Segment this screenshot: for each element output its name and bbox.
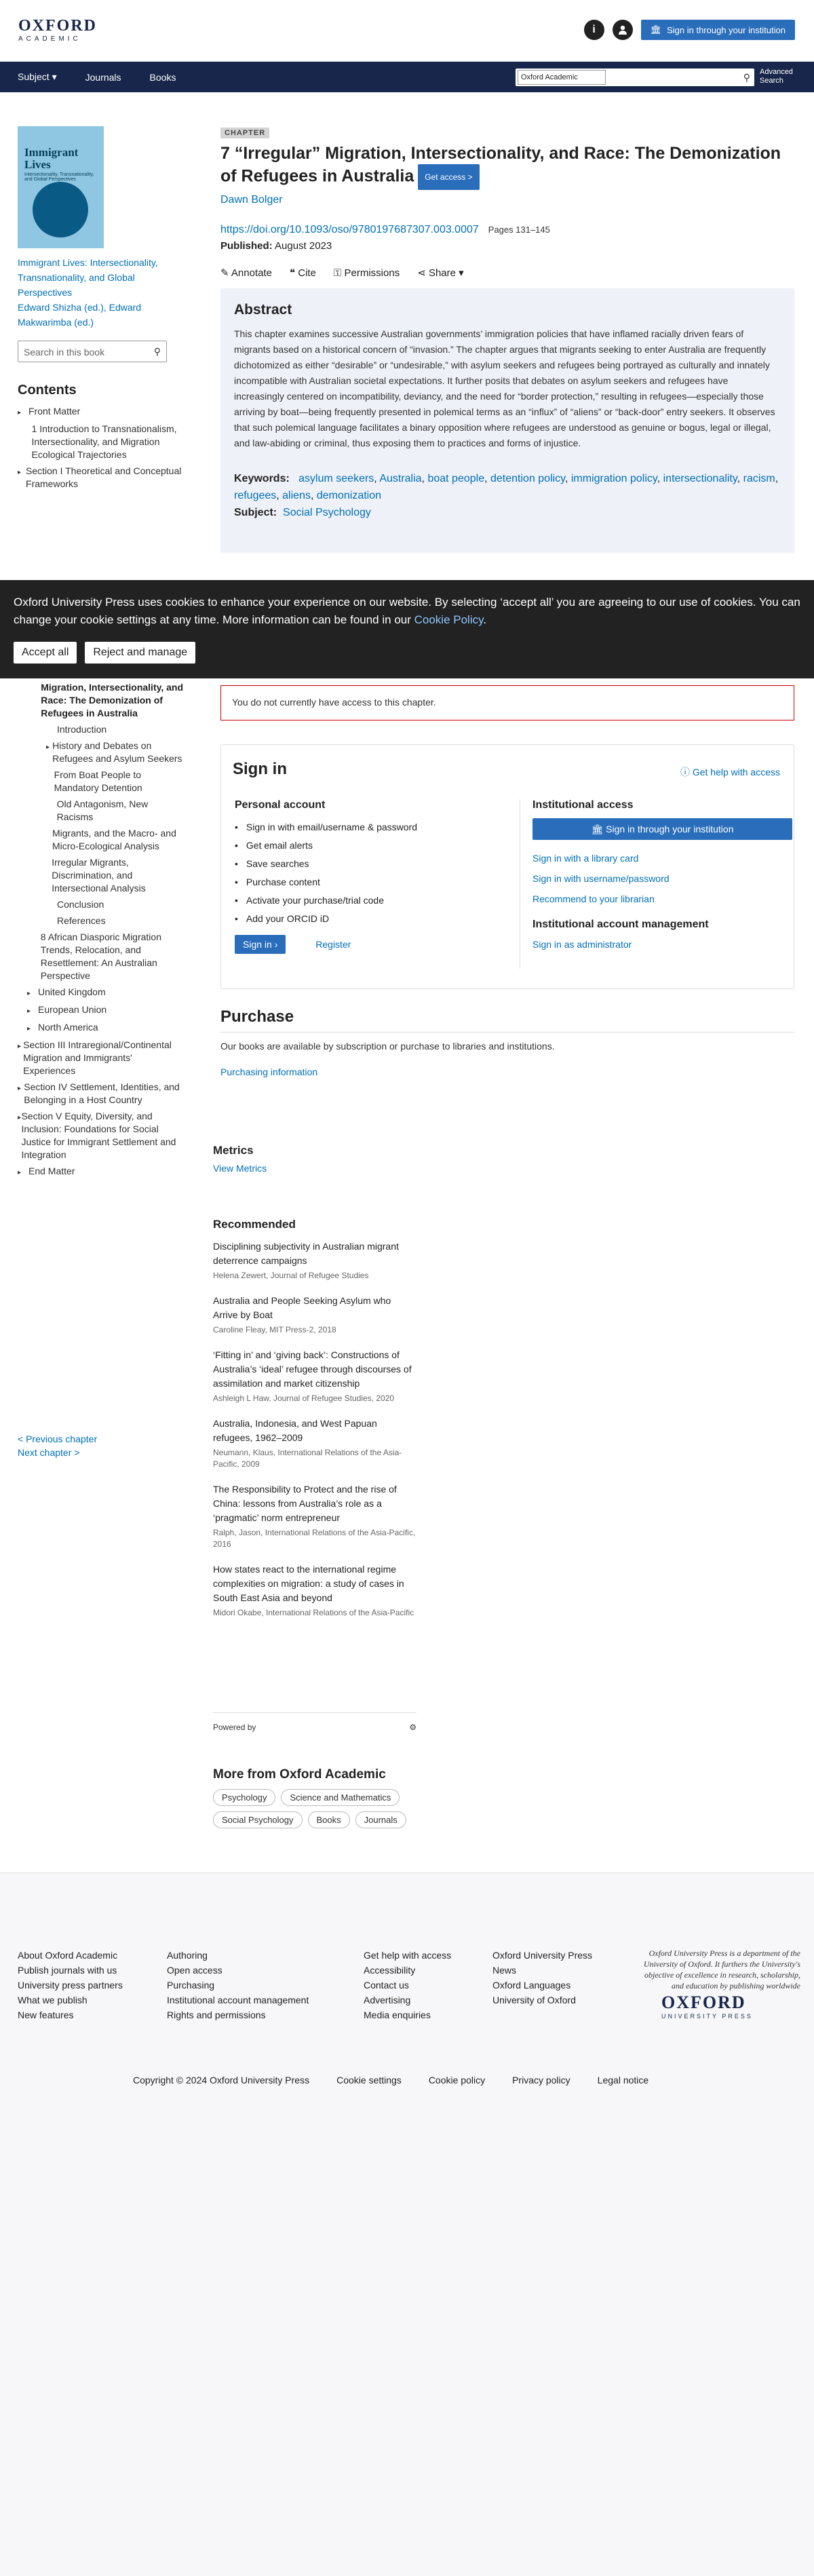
admin-signin-link[interactable]: Sign in as administrator [532,939,632,950]
info-icon[interactable]: i [584,20,604,40]
toc-item[interactable] [18,739,184,765]
keyword-link[interactable]: demonization [316,490,382,501]
footer-bottom-link[interactable]: Cookie policy [428,2075,486,2085]
recommended-item[interactable] [213,1482,416,1550]
abstract-heading: Abstract [234,302,292,318]
recommended-title[interactable]: The Responsibility to Protect and the rise of China: lessons from Australia’s role as a ‘pragmatic’ norm entrepreneur [213,1484,397,1523]
toc-item-label[interactable]: North America [38,1022,98,1033]
pencil-icon: ✎ [220,267,229,279]
recommended-item[interactable] [213,1417,416,1470]
chevron-right-icon: ▸ [27,1025,31,1033]
toc-item[interactable] [18,1081,184,1107]
purchase-heading: Purchase [220,1007,794,1033]
annotate-button[interactable]: ✎ Annotate [220,267,272,279]
nav-subject[interactable]: Subject ▾ [18,71,57,82]
keyword-link[interactable]: intersectionality [663,473,737,484]
toc-item-label[interactable]: Migrants, and the Macro- and Micro-Ecological Analysis [52,828,176,851]
toc-item-label[interactable]: Conclusion [57,899,104,910]
register-link[interactable]: Register [315,939,351,950]
site-search [516,69,754,86]
toc-item-label[interactable]: European Union [38,1004,107,1015]
toc-item[interactable] [18,1003,184,1018]
toc-spacer [46,723,57,736]
metrics-section [213,1144,267,1174]
toc-item-label[interactable]: Section I Theoretical and Conceptual Frameworks [26,465,182,489]
key-icon: ⚿ [333,267,342,279]
metrics-heading: Metrics [213,1144,254,1157]
benefit-item: • Purchase content [235,873,506,891]
recommended-source: Ralph, Jason, International Relations of the Asia-Pacific, 2016 [213,1528,416,1549]
more-from-section [213,1767,416,1828]
chevron-right-icon: › [274,939,278,950]
toc-item-label[interactable]: History and Debates on Refugees and Asylum Seekers [52,740,182,764]
toc-item-label[interactable]: From Boat People to Mandatory Detention [54,769,142,793]
footer-bottom-link[interactable]: Privacy policy [512,2075,570,2085]
top-header [0,0,814,62]
search-icon[interactable]: ⚲ [743,72,750,83]
toc-item[interactable] [18,465,184,491]
info-icon: ⓘ [680,767,690,777]
page-range: Pages 131–145 [488,225,550,235]
abstract-section [220,288,794,553]
personal-account-heading: Personal account [235,799,326,811]
abstract-text: This chapter examines successive Australian governments’ immigration policies that have inflamed racially driven fears of migrants based on a historical concern of “invasion.” The chapter argues that migrants seeking to enter Australia are frequently dichotomized as either “desirable” or “undesirable,” with asylum seekers and refugees being portrayed as culturally and innately incompatible with Australian societal expectations. It further posits that debates on asylum seekers and refugees have increasingly centered on incompatibility, deviancy, and the need for “border protection,” resulting in refugees—especially those arriving by boat—being frequently presented in polemical terms as an “influx” of “aliens” or “back-door” entry seekers. It observes that such polemical language facilitates a binary opposition where refugees are understood as genuine or bogus, legal or illegal, and law-abiding or criminal, thus exposing them to practices and forms of injustice. [234,328,775,448]
footer-link[interactable]: University of Oxford [492,1995,576,2005]
recommended-item[interactable] [213,1348,416,1404]
footer-link[interactable]: Contact us [364,1980,409,1991]
toc-item[interactable] [18,798,184,824]
subject-link[interactable]: Social Psychology [283,507,371,518]
toc-item-label[interactable]: End Matter [28,1166,75,1176]
toc-item[interactable] [18,405,184,419]
footer-link[interactable]: Media enquiries [364,2010,431,2020]
toc-spacer [46,856,52,895]
powered-by: Powered by ⚙ [213,1712,416,1732]
search-in-book-input[interactable]: Search in this book ⚲ [18,341,167,362]
doi-link[interactable]: https://doi.org/10.1093/oso/9780197687307.003.0007 [220,224,479,235]
editors-link[interactable]: Edward Shizha (ed.), Edward Makwarimba (ed.) [18,302,142,328]
keyword-link[interactable]: asylum seekers [298,473,374,484]
main-nav [0,62,814,92]
copyright-text: Copyright © 2024 Oxford University Press [133,2075,310,2085]
recommended-source: Neumann, Klaus, International Relations of the Asia-Pacific, 2009 [213,1448,402,1469]
toc-item-label[interactable]: Front Matter [28,406,81,417]
chevron-right-icon: ▸ [18,409,22,417]
toc-item-label[interactable]: United Kingdom [38,986,106,997]
recommended-title[interactable]: How states react to the international regime complexities on migration: a study of cases in South East Asia and beyond [213,1564,404,1603]
benefit-item: • Save searches [235,855,506,873]
signin-institution-button[interactable]: 🏛 Sign in through your institution [532,818,792,840]
toc-item[interactable] [18,1039,184,1077]
benefit-item: • Add your ORCID iD [235,910,506,928]
footer-link[interactable]: Open access [167,1965,222,1976]
reject-manage-button[interactable]: Reject and manage [85,642,195,664]
toc-item[interactable] [18,856,184,895]
footer-link[interactable]: About Oxford Academic [18,1950,118,1961]
toc-item[interactable] [18,423,184,461]
book-title-link[interactable]: Immigrant Lives: Intersectionality, Transnationality, and Global Perspectives [18,257,158,298]
footer-link[interactable]: Oxford University Press [492,1950,593,1961]
keyword-link[interactable]: aliens [282,490,311,501]
subject-tag[interactable]: Books [308,1811,350,1828]
account-icon[interactable] [613,20,633,40]
institution-icon: 🏛 [591,823,606,834]
toc-item-label[interactable]: Old Antagonism, New Racisms [56,799,149,822]
signin-button[interactable]: Sign in › [235,935,286,954]
toc-item[interactable] [18,681,184,720]
subject: Subject: Social Psychology [234,507,371,518]
footer-link[interactable]: Institutional account management [167,1995,309,2005]
toc-item[interactable] [18,986,184,1000]
recommended-item[interactable] [213,1239,416,1282]
benefit-item: • Activate your purchase/trial code [235,891,506,910]
footer-link[interactable]: New features [18,2010,74,2020]
chevron-right-icon: ▸ [27,990,31,997]
book-cover[interactable]: Immigrant Lives Intersectionality, Transnationality, and Global Perspectives [18,126,104,248]
toc-item[interactable] [18,827,184,853]
toc-item[interactable] [18,1165,184,1179]
advanced-search-link[interactable]: Advanced Search [760,68,793,85]
toc-item[interactable] [18,1110,184,1161]
signin-heading: Sign in [233,760,287,778]
toc-item-label[interactable]: Section V Equity, Diversity, and Inclusion: Foundations for Social Justice for Immigrant Settlement and Integration [21,1111,176,1160]
more-heading: More from Oxford Academic [213,1767,386,1782]
recommended-title[interactable]: Disciplining subjectivity in Australian migrant deterrence campaigns [213,1241,399,1266]
keyword-link[interactable]: refugees [234,490,277,501]
toc-item-label[interactable]: 1 Introduction to Transnationalism, Intersectionality, and Migration Ecological Trajectories [31,423,177,460]
recommended-source: Ashleigh L Haw, Journal of Refugee Studies, 2020 [213,1393,395,1403]
next-chapter-link[interactable]: Next chapter > [18,1447,80,1458]
share-icon: ⋖ [417,267,426,279]
footer-bottom-link[interactable]: Cookie settings [336,2075,402,2085]
recommended-item[interactable] [213,1562,416,1619]
username-password-link[interactable]: Sign in with username/password [532,873,670,884]
chevron-down-icon: ▾ [52,71,57,82]
library-card-link[interactable]: Sign in with a library card [532,853,639,864]
recommend-librarian-link[interactable]: Recommend to your librarian [532,893,655,904]
previous-chapter-link[interactable]: < Previous chapter [18,1434,98,1444]
footer-link[interactable]: Authoring [167,1950,208,1961]
keyword-link[interactable]: Australia [379,473,422,484]
benefit-item: • Sign in with email/username & password [235,818,506,837]
help-access-link[interactable]: ⓘ Get help with access [680,767,780,777]
keywords: Keywords: asylum seekers, Australia, boat people, detention policy, immigration policy, intersectionality, racism, refugees, aliens, demonization [234,473,779,501]
oup-logo[interactable]: OXFORD UNIVERSITY PRESS [661,1993,753,2020]
toc-item-label[interactable]: References [57,915,106,926]
footer-link[interactable]: Publish journals with us [18,1965,117,1976]
recommended-heading: Recommended [213,1218,296,1231]
share-button[interactable]: ⋖ Share ▾ [417,267,464,279]
contents-heading: Contents [18,383,77,398]
toc-item[interactable] [18,898,184,911]
footer-link[interactable]: University press partners [18,1980,123,1991]
keyword-link[interactable]: detention policy [490,473,565,484]
benefit-item: • Get email alerts [235,837,506,855]
no-access-notice: You do not currently have access to this chapter. [220,685,794,720]
chapter-badge: CHAPTER [220,128,269,138]
toc-item-label[interactable]: 8 African Diasporic Migration Trends, Relocation, and Resettlement: An Australian Perspective [40,931,161,981]
toc-spacer [46,898,57,911]
subject-tag[interactable]: Journals [355,1811,406,1828]
subject-tag[interactable]: Psychology [213,1789,275,1806]
signin-panel [220,744,794,989]
subject-tag[interactable]: Social Psychology [213,1811,303,1828]
recommended-source: Caroline Fleay, MIT Press-2, 2018 [213,1325,336,1334]
toc-item[interactable] [18,1021,184,1035]
footer-link[interactable]: Get help with access [364,1950,452,1961]
toc-list-lower [18,681,184,1183]
footer-link[interactable]: News [492,1965,517,1976]
chevron-right-icon: ▸ [18,1169,22,1176]
chevron-right-icon: ▸ [18,1043,22,1050]
get-access-button[interactable]: Get access > [418,164,479,190]
chevron-right-icon: ▸ [18,469,22,476]
account-management-heading: Institutional account management [532,919,709,930]
view-metrics-link[interactable]: View Metrics [213,1163,267,1174]
chapter-toolbar [220,267,794,279]
toc-spacer [46,798,57,824]
search-scope-select[interactable]: Oxford Academic [518,70,606,85]
institution-icon: 🏛 [650,24,662,35]
footer [0,1872,814,2576]
permissions-button[interactable]: ⚿ Permissions [333,267,400,279]
nav-books[interactable]: Books [149,71,176,83]
toc-item[interactable] [18,769,184,794]
cookie-text: Oxford University Press uses cookies to enhance your experience on our website. By selecting ‘accept all’ you are agreeing to our use of cookies. You can change your cookie settings at any time. More information can be found in our Cookie Policy. [14,596,800,626]
personal-benefits [235,818,506,928]
toc-spacer [46,769,54,794]
search-icon[interactable]: ⚲ [153,346,161,357]
footer-bottom-link[interactable]: Legal notice [597,2075,649,2085]
footer-link[interactable]: Accessibility [364,1965,416,1976]
oxford-academic-logo[interactable]: OXFORD ACADEMIC [18,17,97,43]
footer-link[interactable]: Purchasing [167,1980,215,1991]
chevron-right-icon: ▸ [18,1114,22,1121]
purchasing-info-link[interactable]: Purchasing information [220,1066,318,1077]
quote-icon: ❝ [289,267,296,279]
footer-link[interactable]: What we publish [18,1995,88,2005]
toc-item[interactable] [18,723,184,736]
globe-illustration [33,182,88,237]
footer-link[interactable]: Advertising [364,1995,411,2005]
recommended-source: Midori Okabe, International Relations of the Asia-Pacific [213,1608,414,1617]
oup-about: Oxford University Press is a department of the University of Oxford. It furthers the University's objective of excellence in research, scholarship, and education by publishing worldwide [643,1948,800,1991]
keyword-link[interactable]: racism [743,473,775,484]
institutional-access-heading: Institutional access [532,799,634,811]
purchase-section [220,1007,794,1077]
cookie-policy-link[interactable]: Cookie Policy [414,613,484,626]
recommended-title[interactable]: ‘Fitting in’ and ‘giving back’: Constructions of Australia’s ‘ideal’ refugee through discourses of assimilation and market citizenship [213,1349,412,1389]
gear-icon[interactable]: ⚙ [409,1723,416,1732]
chevron-right-icon: ▸ [27,1007,31,1015]
recommended-title[interactable]: Australia and People Seeking Asylum who Arrive by Boat [213,1295,391,1320]
recommended-title[interactable]: Australia, Indonesia, and West Papuan refugees, 1962–2009 [213,1418,377,1443]
toc-item-label[interactable]: Section IV Settlement, Identities, and Belonging in a Host Country [24,1081,180,1105]
keyword-link[interactable]: immigration policy [570,473,657,484]
main-content [220,126,794,553]
published-date: Published: August 2023 [220,240,332,252]
nav-journals[interactable]: Journals [85,71,121,83]
accept-all-button[interactable]: Accept all [14,642,77,664]
recommended-source: Helena Zewert, Journal of Refugee Studies [213,1271,369,1280]
footer-link[interactable]: Rights and permissions [167,2010,266,2020]
toc-spacer [46,915,57,927]
author-link[interactable]: Dawn Bolger [220,194,283,206]
toc-item[interactable] [18,915,184,927]
toc-item-label[interactable]: Migration, Intersectionality, and Race: The Demonization of Refugees in Australia [41,682,184,718]
toc-list [18,405,184,491]
footer-link[interactable]: Oxford Languages [492,1980,571,1991]
toc-spacer [46,827,52,853]
chapter-title: 7 “Irregular” Migration, Intersectionality, and Race: The Demonization of Refugees in Australia Get access > [220,142,794,190]
recommended-section [213,1218,416,1631]
keyword-link[interactable]: boat people [427,473,485,484]
toc-item-label[interactable]: Section III Intraregional/Continental Migration and Immigrants' Experiences [23,1039,172,1076]
recommended-item[interactable] [213,1294,416,1336]
signin-institution-button[interactable]: 🏛 Sign in through your institution [641,20,795,40]
subject-tag[interactable]: Science and Mathematics [281,1789,400,1806]
toc-item-label[interactable]: Introduction [57,724,107,735]
toc-item[interactable] [18,931,184,982]
purchase-text: Our books are available by subscription or purchase to libraries and institutions. [220,1041,555,1052]
chevron-right-icon: ▸ [18,1085,22,1092]
cookie-banner [0,580,814,678]
chevron-right-icon: ▸ [46,744,50,751]
cite-button[interactable]: ❝ Cite [289,267,316,279]
toc-item-label[interactable]: Irregular Migrants, Discrimination, and Intersectional Analysis [52,857,146,893]
